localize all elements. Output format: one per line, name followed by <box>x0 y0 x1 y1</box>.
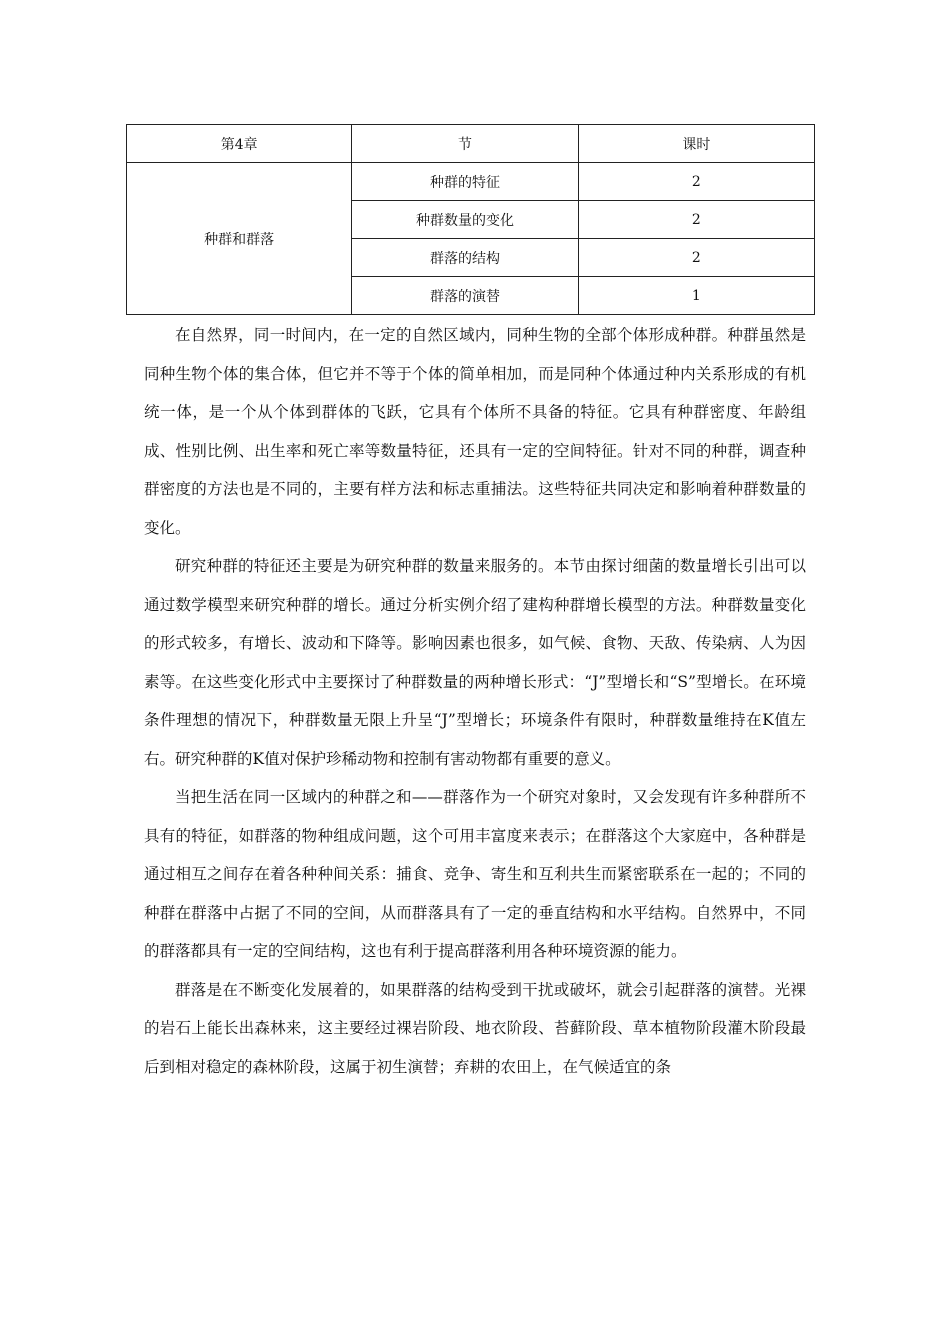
table-row <box>127 163 815 201</box>
paragraph-population-growth: 研究种群的特征还主要是为研究种群的数量来服务的。本节由探讨细菌的数量增长引出可以通过数学模型来研究种群的增长。通过分析实例介绍了建构种群增长模型的方法。种群数量变化的形式较多，有增长、波动和下降等。影响因素也很多，如气候、食物、天敌、传染病、人为因素等。在这些变化形式中主要探讨了种群数量的两种增长形式：“J”型增长和“S”型增长。在环境条件理想的情况下，种群数量无限上升呈“J”型增长；环境条件有限时，种群数量维持在K值左右。研究种群的K值对保护珍稀动物和控制有害动物都有重要的意义。 <box>144 557 806 768</box>
paragraph-succession: 群落是在不断变化发展着的，如果群落的结构受到干扰或破坏，就会引起群落的演替。光裸的岩石上能长出森林来，这主要经过裸岩阶段、地衣阶段、苔藓阶段、草本植物阶段灌木阶段最后到相对稳定的森林阶段，这属于初生演替；弃耕的农田上，在气候适宜的条 <box>144 980 806 1076</box>
hours-cell: 2 <box>578 201 814 239</box>
header-section: 节 <box>352 125 578 163</box>
syllabus-table <box>126 124 815 315</box>
section-cell: 种群的特征 <box>352 163 578 201</box>
section-cell: 群落的结构 <box>352 239 578 277</box>
hours-cell: 1 <box>578 277 814 315</box>
paragraph-community-structure: 当把生活在同一区域内的种群之和——群落作为一个研究对象时，又会发现有许多种群所不具有的特征，如群落的物种组成问题，这个可用丰富度来表示；在群落这个大家庭中，各种群是通过相互之间存在着各种种间关系：捕食、竞争、寄生和互利共生而紧密联系在一起的；不同的种群在群落中占据了不同的空间，从而群落具有了一定的垂直结构和水平结构。自然界中，不同的群落都具有一定的空间结构，这也有利于提高群落利用各种环境资源的能力。 <box>144 788 806 960</box>
hours-cell: 2 <box>578 239 814 277</box>
paragraph-population-traits: 在自然界，同一时间内，在一定的自然区域内，同种生物的全部个体形成种群。种群虽然是同种生物个体的集合体，但它并不等于个体的简单相加，而是同种个体通过种内关系形成的有机统一体，是一个从个体到群体的飞跃，它具有个体所不具备的特征。它具有种群密度、年龄组成、性别比例、出生率和死亡率等数量特征，还具有一定的空间特征。针对不同的种群，调查种群密度的方法也是不同的，主要有样方法和标志重捕法。这些特征共同决定和影响着种群数量的变化。 <box>144 326 806 537</box>
section-cell: 种群数量的变化 <box>352 201 578 239</box>
chapter-title-cell: 种群和群落 <box>127 163 352 315</box>
body-text <box>144 316 806 1086</box>
section-cell: 群落的演替 <box>352 277 578 315</box>
hours-cell: 2 <box>578 163 814 201</box>
header-hours: 课时 <box>578 125 814 163</box>
table-header-row <box>127 125 815 163</box>
header-chapter: 第4章 <box>127 125 352 163</box>
